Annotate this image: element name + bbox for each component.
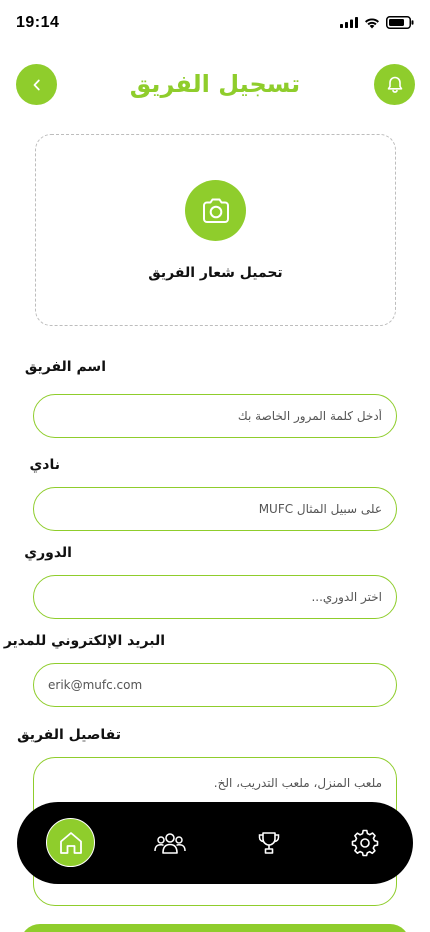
battery-icon bbox=[386, 16, 414, 29]
home-icon bbox=[57, 829, 85, 857]
wifi-icon bbox=[364, 17, 380, 29]
status-bar bbox=[0, 0, 430, 50]
upload-logo-area[interactable] bbox=[35, 134, 396, 326]
team-name-input[interactable] bbox=[33, 394, 397, 438]
league-select[interactable] bbox=[33, 575, 397, 619]
manager-email-label: البريد الإلكتروني للمدير bbox=[3, 633, 165, 649]
bell-icon bbox=[385, 75, 405, 95]
manager-email-input[interactable] bbox=[33, 663, 397, 707]
nav-home[interactable] bbox=[46, 818, 95, 867]
notifications-button[interactable] bbox=[374, 64, 415, 105]
club-input[interactable] bbox=[33, 487, 397, 531]
gear-icon bbox=[351, 829, 379, 857]
submit-button[interactable] bbox=[20, 924, 410, 932]
header bbox=[0, 60, 430, 108]
status-time: 19:14 bbox=[16, 14, 60, 31]
status-icons bbox=[340, 16, 414, 29]
nav-teams[interactable] bbox=[145, 818, 195, 868]
upload-label: تحميل شعار الفريق bbox=[148, 265, 283, 281]
nav-trophies[interactable] bbox=[244, 818, 294, 868]
trophy-icon bbox=[255, 829, 283, 857]
team-name-label: اسم الفريق bbox=[24, 359, 106, 375]
team-icon bbox=[153, 829, 187, 857]
camera-button[interactable] bbox=[185, 180, 246, 241]
nav-settings[interactable] bbox=[340, 818, 390, 868]
league-label: الدوري bbox=[24, 545, 72, 561]
bottom-nav bbox=[17, 802, 413, 884]
signal-icon bbox=[340, 17, 358, 28]
page-title: تسجيل الفريق bbox=[129, 70, 301, 98]
club-label: نادي bbox=[29, 457, 60, 473]
camera-icon bbox=[199, 194, 233, 228]
team-details-label: تفاصيل الفريق bbox=[17, 727, 121, 743]
